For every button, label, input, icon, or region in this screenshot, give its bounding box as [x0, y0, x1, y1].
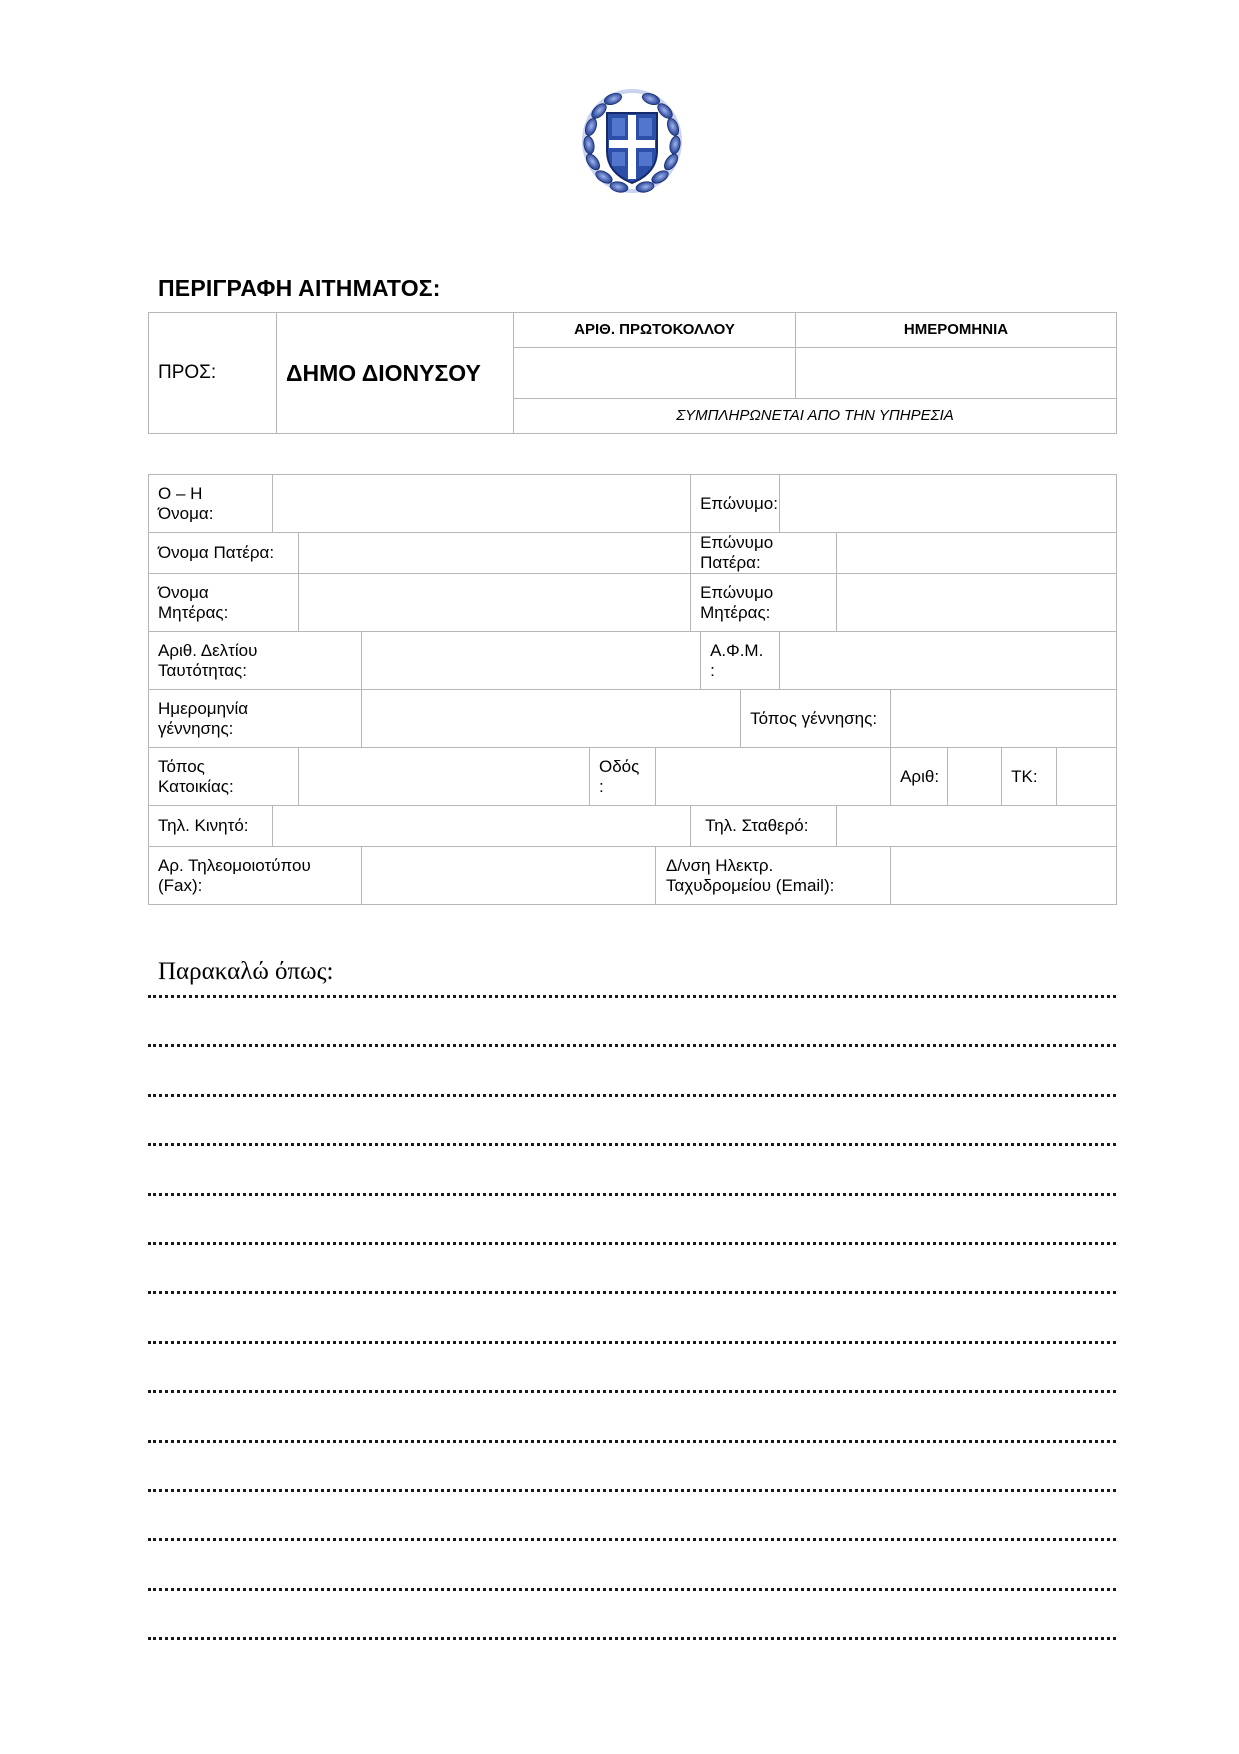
postcode-field[interactable] — [1057, 748, 1117, 806]
protocol-number-label: ΑΡΙΘ. ΠΡΩΤΟΚΟΛΛΟΥ — [514, 313, 796, 348]
recipient-name: ΔΗΜΟ ΔΙΟΝΥΣΟΥ — [277, 313, 514, 434]
request-line[interactable] — [148, 1094, 1116, 1097]
request-line[interactable] — [148, 1637, 1116, 1640]
birth-place-field[interactable] — [891, 690, 1117, 748]
surname-field[interactable] — [780, 475, 1117, 533]
request-line[interactable] — [148, 1242, 1116, 1245]
father-surname-label: Επώνυμο Πατέρα: — [691, 533, 837, 574]
request-line[interactable] — [148, 1341, 1116, 1344]
request-label: Παρακαλώ όπως: — [158, 958, 334, 985]
request-line[interactable] — [148, 1538, 1116, 1541]
date-field[interactable] — [796, 348, 1117, 399]
father-name-label: Όνομα Πατέρα: — [149, 533, 299, 574]
postcode-label: ΤΚ: — [1002, 748, 1057, 806]
birth-date-label: Ημερομηνία γέννησης: — [149, 690, 362, 748]
personal-details-table — [148, 474, 1117, 905]
email-field[interactable] — [891, 847, 1117, 905]
request-line[interactable] — [148, 1291, 1116, 1294]
birth-place-label: Τόπος γέννησης: — [741, 690, 891, 748]
request-line[interactable] — [148, 1143, 1116, 1146]
id-card-field[interactable] — [362, 632, 701, 690]
surname-label: Επώνυμο: — [691, 475, 780, 533]
request-line[interactable] — [148, 995, 1116, 998]
mobile-label: Τηλ. Κινητό: — [149, 806, 273, 847]
mother-surname-field[interactable] — [837, 574, 1117, 632]
request-line[interactable] — [148, 1193, 1116, 1196]
fax-label: Αρ. Τηλεομοιοτύπου (Fax): — [149, 847, 362, 905]
request-line[interactable] — [148, 1489, 1116, 1492]
residence-field[interactable] — [299, 748, 590, 806]
greek-coat-of-arms-icon — [575, 85, 690, 205]
request-line[interactable] — [148, 1044, 1116, 1047]
street-number-label: Αριθ: — [891, 748, 948, 806]
to-label: ΠΡΟΣ: — [149, 313, 277, 434]
id-card-label: Αριθ. Δελτίου Ταυτότητας: — [149, 632, 362, 690]
page-title: ΠΕΡΙΓΡΑΦΗ ΑΙΤΗΜΑΤΟΣ: — [158, 275, 441, 301]
mobile-field[interactable] — [273, 806, 691, 847]
landline-label: Τηλ. Σταθερό: — [691, 806, 837, 847]
mother-name-field[interactable] — [299, 574, 691, 632]
request-line[interactable] — [148, 1440, 1116, 1443]
street-label: Οδός : — [590, 748, 656, 806]
residence-label: Τόπος Κατοικίας: — [149, 748, 299, 806]
birth-date-field[interactable] — [362, 690, 741, 748]
mother-name-label: Όνομα Μητέρας: — [149, 574, 299, 632]
service-note: ΣΥΜΠΛΗΡΩΝΕΤΑΙ ΑΠΟ ΤΗΝ ΥΠΗΡΕΣΙΑ — [514, 399, 1117, 434]
header-table — [148, 312, 1117, 434]
father-name-field[interactable] — [299, 533, 691, 574]
first-name-label: Ο – Η Όνομα: — [149, 475, 273, 533]
afm-label: Α.Φ.Μ. : — [701, 632, 780, 690]
email-label: Δ/νση Ηλεκτρ. Ταχυδρομείου (Email): — [656, 847, 891, 905]
mother-surname-label: Επώνυμο Μητέρας: — [691, 574, 837, 632]
landline-field[interactable] — [837, 806, 1117, 847]
request-line[interactable] — [148, 1390, 1116, 1393]
afm-field[interactable] — [780, 632, 1117, 690]
date-label: ΗΜΕΡΟΜΗΝΙΑ — [796, 313, 1117, 348]
street-field[interactable] — [656, 748, 891, 806]
first-name-field[interactable] — [273, 475, 691, 533]
protocol-number-field[interactable] — [514, 348, 796, 399]
street-number-field[interactable] — [948, 748, 1002, 806]
request-line[interactable] — [148, 1588, 1116, 1591]
fax-field[interactable] — [362, 847, 656, 905]
father-surname-field[interactable] — [837, 533, 1117, 574]
